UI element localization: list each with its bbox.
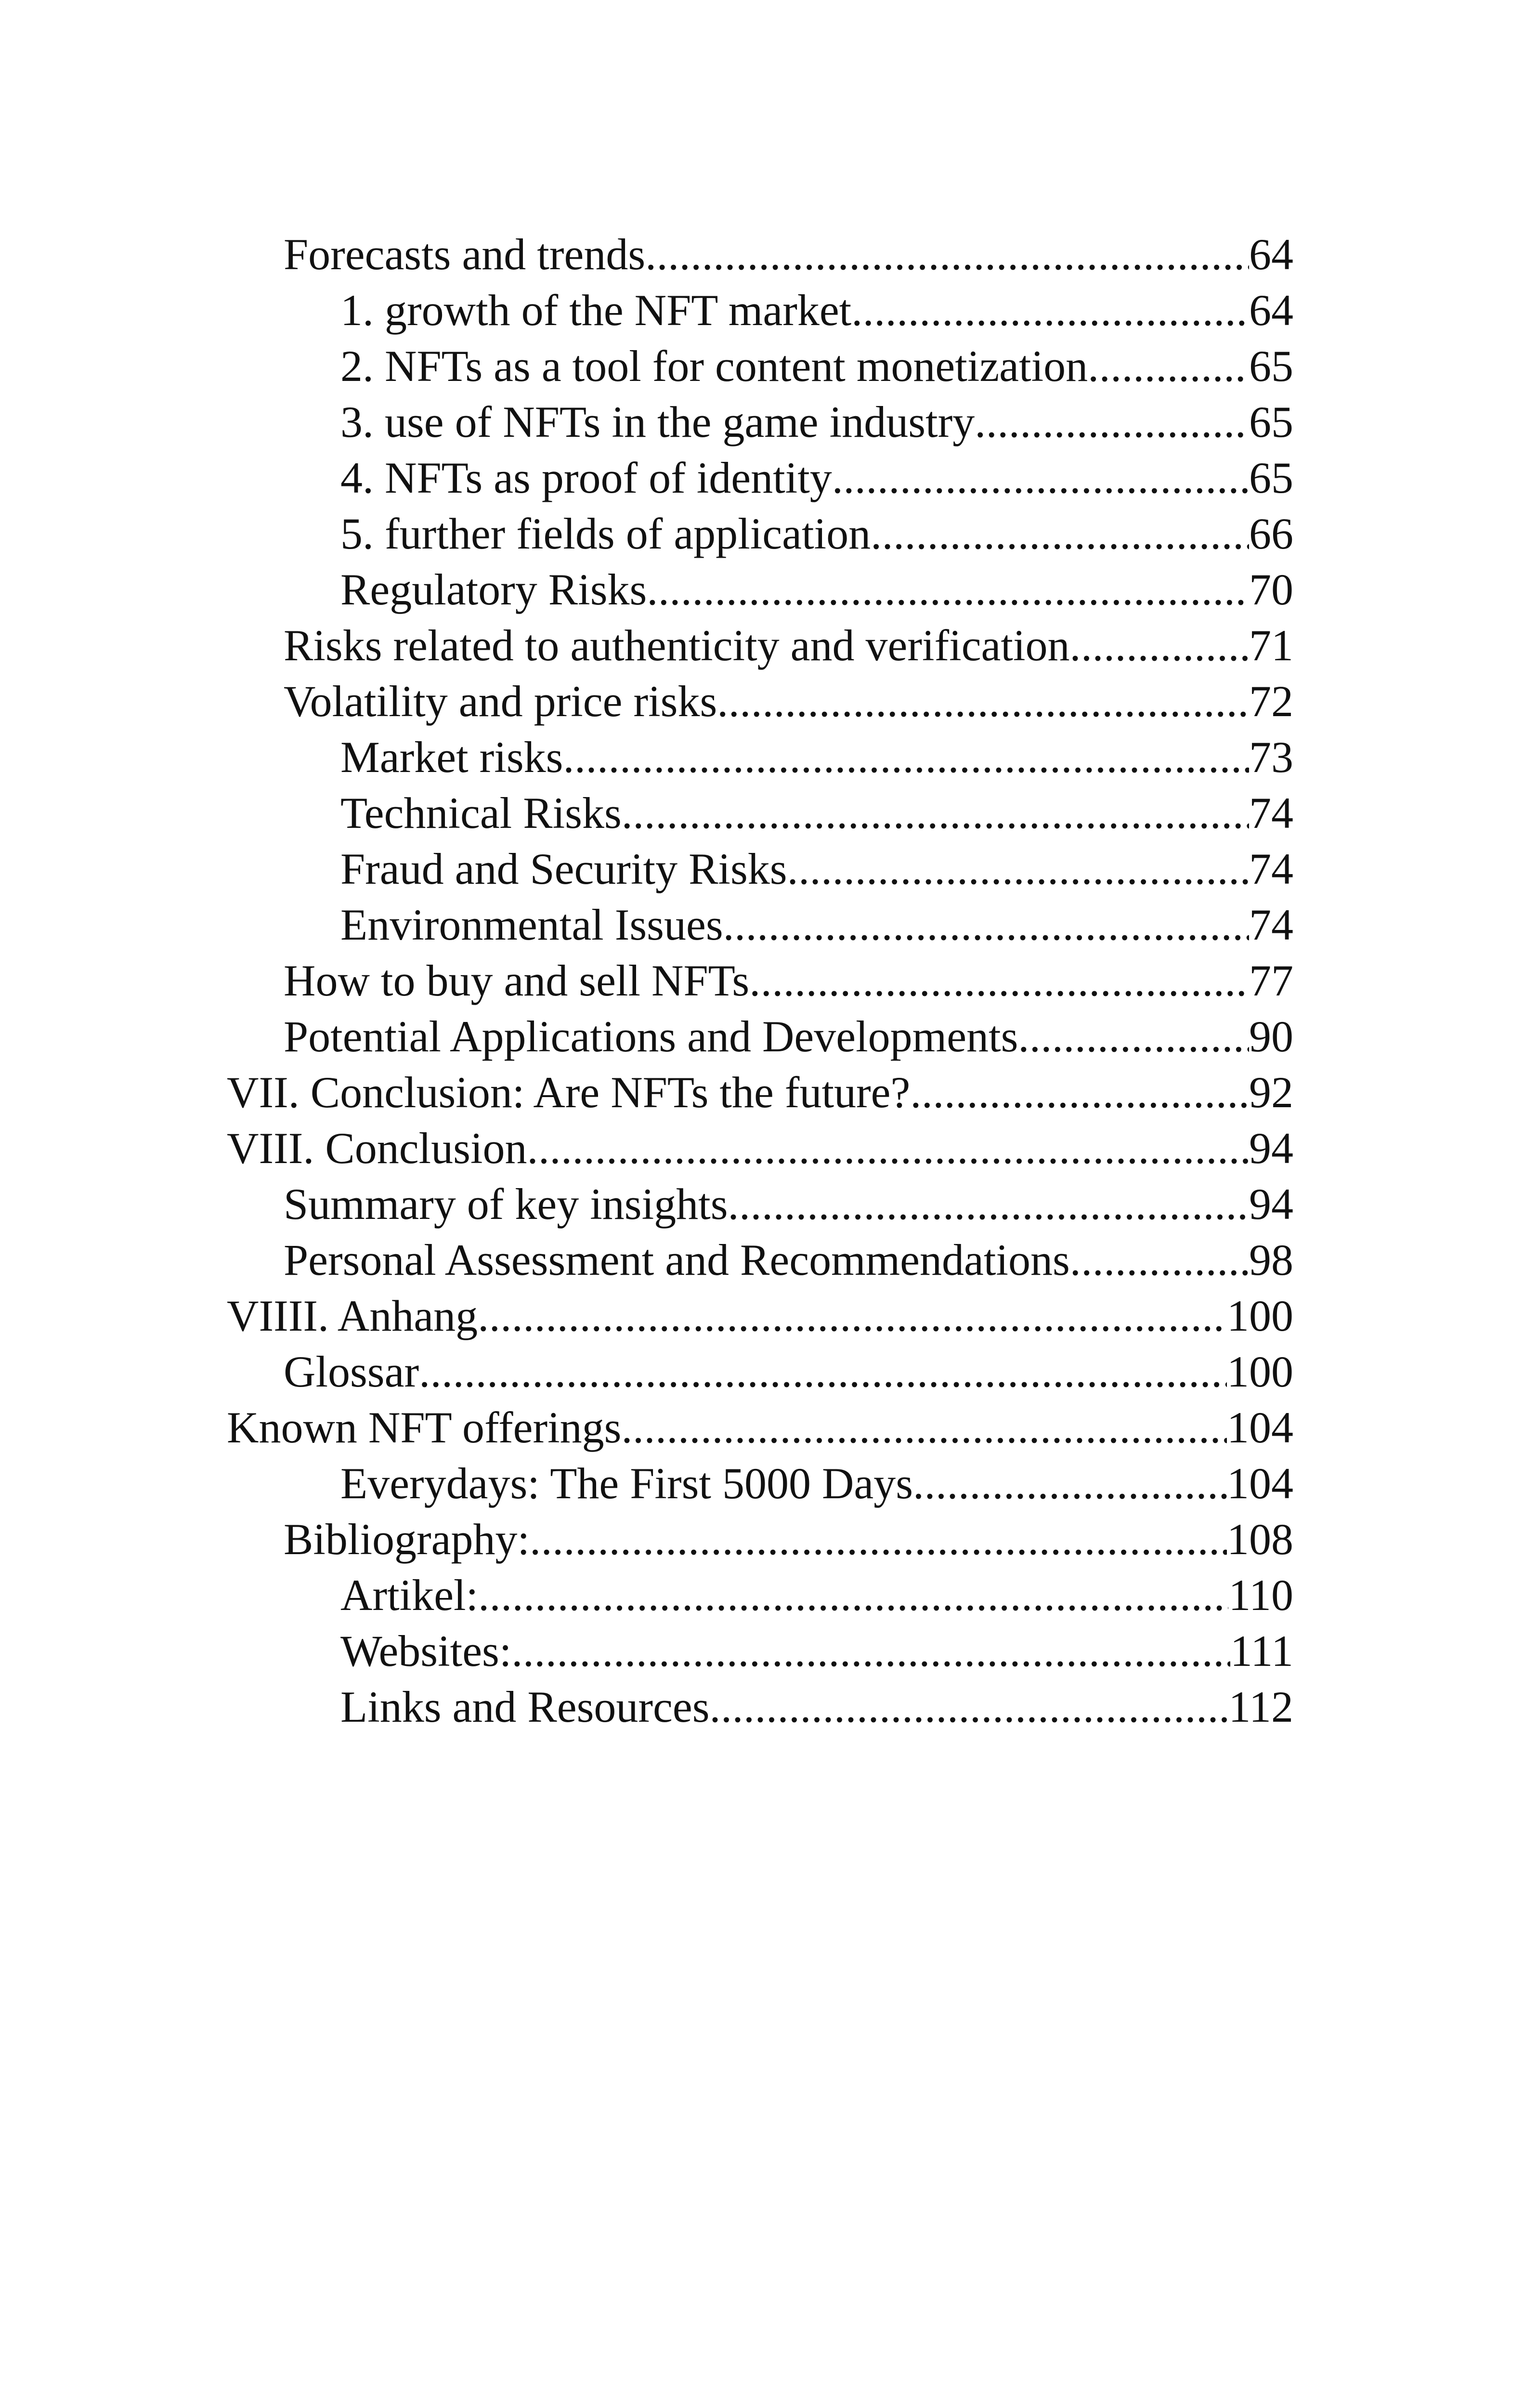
toc-entry-title: Market risks xyxy=(340,733,563,782)
toc-entry-page: 74 xyxy=(1249,788,1293,838)
dot-leader xyxy=(717,676,1249,727)
toc-entry xyxy=(227,1064,1293,1120)
toc-entry xyxy=(227,953,1293,1008)
toc-entry xyxy=(227,1455,1293,1511)
toc-entry-page: 64 xyxy=(1249,230,1293,279)
dot-leader xyxy=(1070,620,1249,671)
toc-entry-page: 77 xyxy=(1249,956,1293,1005)
toc-entry xyxy=(227,1511,1293,1567)
dot-leader xyxy=(728,1178,1249,1230)
toc-entry-page: 92 xyxy=(1249,1068,1293,1117)
dot-leader xyxy=(1018,1011,1249,1062)
dot-leader xyxy=(723,899,1249,950)
toc-entry-title: Personal Assessment and Recommendations xyxy=(284,1235,1070,1284)
toc-entry-title: VIIII. Anhang xyxy=(227,1291,478,1340)
toc-entry-page: 66 xyxy=(1249,509,1293,558)
toc-entry xyxy=(227,1008,1293,1064)
toc-entry xyxy=(227,841,1293,897)
toc-entry-page: 71 xyxy=(1249,621,1293,670)
toc-entry xyxy=(227,282,1293,338)
toc-entry-title: Known NFT offerings xyxy=(227,1403,622,1452)
table-of-contents xyxy=(227,226,1293,1735)
toc-entry-title: 5. further fields of application xyxy=(340,509,871,558)
dot-leader xyxy=(419,1346,1227,1397)
toc-entry-page: 94 xyxy=(1249,1124,1293,1173)
toc-entry xyxy=(227,562,1293,617)
toc-entry xyxy=(227,1176,1293,1232)
toc-entry-page: 98 xyxy=(1249,1235,1293,1284)
toc-entry-title: Summary of key insights xyxy=(284,1179,728,1229)
toc-entry-title: VII. Conclusion: Are NFTs the future? xyxy=(227,1068,911,1117)
dot-leader xyxy=(511,1625,1230,1676)
toc-entry-page: 65 xyxy=(1249,341,1293,391)
toc-entry xyxy=(227,1567,1293,1623)
toc-entry-page: 104 xyxy=(1227,1459,1293,1508)
toc-entry-title: How to buy and sell NFTs xyxy=(284,956,750,1005)
dot-leader xyxy=(563,732,1249,783)
dot-leader xyxy=(1088,340,1249,392)
toc-entry-page: 94 xyxy=(1249,1179,1293,1229)
dot-leader xyxy=(622,787,1249,838)
toc-entry xyxy=(227,338,1293,394)
toc-entry-page: 65 xyxy=(1249,453,1293,502)
dot-leader xyxy=(910,1067,1249,1118)
toc-entry-page: 104 xyxy=(1227,1403,1293,1452)
toc-entry xyxy=(227,673,1293,729)
toc-entry-title: 3. use of NFTs in the game industry xyxy=(340,397,975,446)
toc-entry xyxy=(227,1344,1293,1400)
toc-entry-page: 112 xyxy=(1228,1682,1293,1731)
toc-entry xyxy=(227,1232,1293,1288)
toc-entry-title: Links and Resources xyxy=(340,1682,710,1731)
toc-entry-title: 1. growth of the NFT market xyxy=(340,286,852,335)
toc-entry xyxy=(227,506,1293,562)
dot-leader xyxy=(1070,1234,1249,1285)
toc-entry xyxy=(227,394,1293,450)
dot-leader xyxy=(871,508,1249,559)
toc-entry-title: Potential Applications and Developments xyxy=(284,1012,1018,1061)
dot-leader xyxy=(749,955,1249,1006)
dot-leader xyxy=(851,285,1249,336)
toc-entry-page: 65 xyxy=(1249,397,1293,446)
toc-entry xyxy=(227,617,1293,673)
toc-entry-page: 74 xyxy=(1249,900,1293,949)
toc-entry-page: 108 xyxy=(1227,1515,1293,1564)
toc-entry xyxy=(227,1623,1293,1679)
toc-entry-page: 73 xyxy=(1249,733,1293,782)
toc-entry-title: Technical Risks xyxy=(340,788,622,838)
toc-entry xyxy=(227,1679,1293,1735)
dot-leader xyxy=(832,452,1249,503)
toc-entry-page: 70 xyxy=(1249,565,1293,614)
toc-entry-title: VIII. Conclusion xyxy=(227,1124,527,1173)
toc-entry-title: Regulatory Risks xyxy=(340,565,647,614)
toc-entry-page: 111 xyxy=(1230,1626,1293,1675)
toc-entry xyxy=(227,897,1293,953)
toc-entry-title: Everydays: The First 5000 Days xyxy=(340,1459,913,1508)
dot-leader xyxy=(787,843,1249,894)
dot-leader xyxy=(527,1123,1249,1174)
toc-entry-page: 90 xyxy=(1249,1012,1293,1061)
toc-entry-title: Websites: xyxy=(340,1626,512,1675)
toc-entry-page: 100 xyxy=(1227,1291,1293,1340)
toc-entry xyxy=(227,1400,1293,1455)
toc-entry-page: 100 xyxy=(1227,1347,1293,1396)
toc-entry-page: 64 xyxy=(1249,286,1293,335)
toc-entry-title: 2. NFTs as a tool for content monetization xyxy=(340,341,1088,391)
dot-leader xyxy=(647,564,1249,615)
dot-leader xyxy=(975,396,1249,447)
dot-leader xyxy=(645,229,1249,280)
toc-entry-title: Fraud and Security Risks xyxy=(340,844,787,893)
dot-leader xyxy=(530,1514,1227,1565)
toc-entry xyxy=(227,1288,1293,1344)
toc-entry-title: Forecasts and trends xyxy=(284,230,646,279)
toc-entry-page: 110 xyxy=(1228,1570,1293,1620)
toc-entry-title: Bibliography: xyxy=(284,1515,530,1564)
toc-entry-title: Glossar xyxy=(284,1347,419,1396)
toc-entry-page: 72 xyxy=(1249,677,1293,726)
toc-entry xyxy=(227,450,1293,506)
dot-leader xyxy=(478,1290,1227,1341)
dot-leader xyxy=(478,1570,1228,1621)
toc-entry-title: Artikel: xyxy=(340,1570,479,1620)
dot-leader xyxy=(621,1402,1227,1453)
toc-entry-title: 4. NFTs as proof of identity xyxy=(340,453,832,502)
toc-entry-title: Risks related to authenticity and verification xyxy=(284,621,1070,670)
toc-entry-title: Environmental Issues xyxy=(340,900,723,949)
toc-entry-page: 74 xyxy=(1249,844,1293,893)
toc-entry xyxy=(227,226,1293,282)
dot-leader xyxy=(913,1458,1227,1509)
toc-entry xyxy=(227,785,1293,841)
toc-entry xyxy=(227,1120,1293,1176)
toc-entry xyxy=(227,729,1293,785)
toc-entry-title: Volatility and price risks xyxy=(284,677,717,726)
dot-leader xyxy=(710,1681,1229,1732)
